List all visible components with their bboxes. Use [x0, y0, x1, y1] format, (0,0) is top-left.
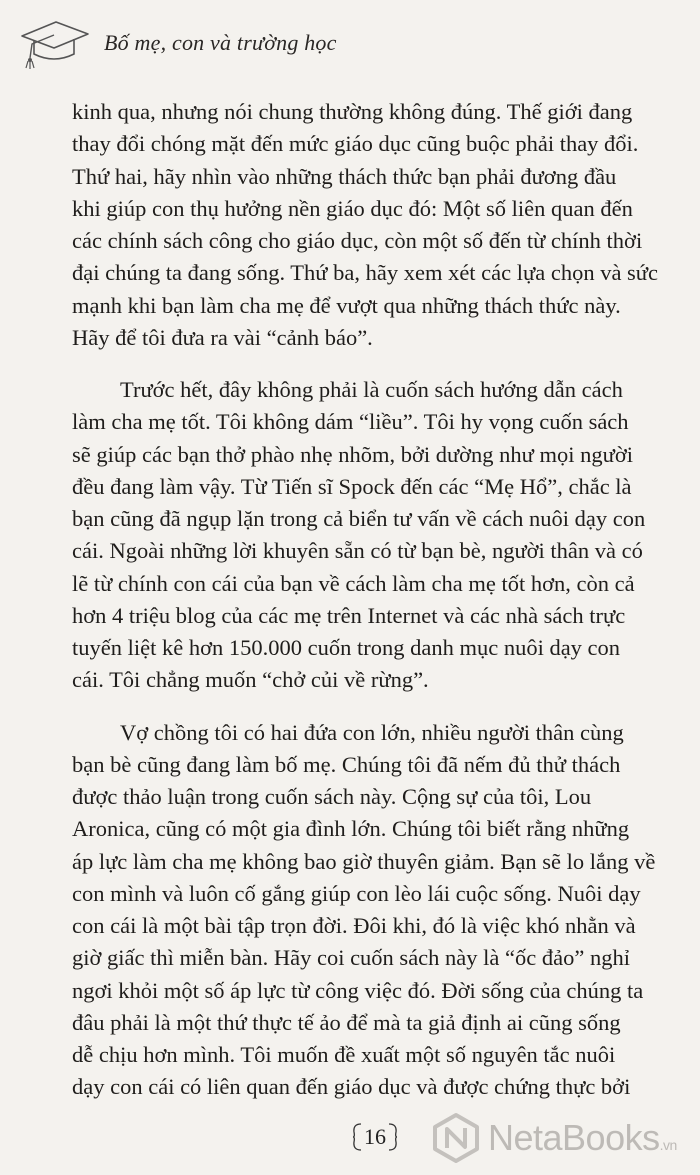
text-line: kinh qua, nhưng nói chung thường không đúng. Thế giới đang: [72, 99, 633, 124]
running-title: Bố mẹ, con và trường học: [104, 30, 337, 55]
text-line: dễ chịu hơn mình. Tôi muốn đề xuất một số nguyên tắc nuôi: [72, 1042, 616, 1067]
text-line: đâu phải là một thứ thực tế ảo để mà ta giả định ai cũng sống: [72, 1009, 621, 1035]
watermark-suffix: .vn: [659, 1137, 677, 1153]
text-line: con mình và luôn cố gắng giúp con lèo lái cuộc sống. Nuôi dạy: [72, 880, 641, 906]
netabooks-logo-icon: [430, 1112, 482, 1164]
text-line: đều đang làm vậy. Từ Tiến sĩ Spock đến các “Mẹ Hổ”, chắc là: [72, 473, 632, 499]
text-line: dạy con cái có liên quan đến giáo dục và được chứng thực bởi: [72, 1074, 631, 1100]
body-text: [72, 96, 687, 1104]
text-line: giờ giấc thì miễn bàn. Hãy coi cuốn sách này là “ốc đảo” nghỉ: [72, 945, 630, 971]
text-line: Thứ hai, hãy nhìn vào những thách thức bạn phải đương đầu: [72, 163, 617, 189]
paragraph: [72, 96, 687, 354]
text-line: áp lực làm cha mẹ không bao giờ thuyên giảm. Bạn sẽ lo lắng về: [72, 848, 656, 874]
text-line: Trước hết, đây không phải là cuốn sách hướng dẫn cách: [120, 377, 623, 402]
text-line: Vợ chồng tôi có hai đứa con lớn, nhiều người thân cùng: [120, 719, 624, 745]
paragraph: [72, 374, 687, 697]
text-line: làm cha mẹ tốt. Tôi không dám “liều”. Tôi hy vọng cuốn sách: [72, 409, 629, 435]
watermark-brand-text: NetaBooks: [488, 1117, 660, 1158]
page-header: [0, 0, 700, 80]
text-line: bạn bè cũng đang làm bố mẹ. Chúng tôi đã nếm đủ thử thách: [72, 751, 621, 777]
text-line: sẽ giúp các bạn thở phào nhẹ nhõm, bởi dường như mọi người: [72, 441, 633, 467]
text-line: được thảo luận trong cuốn sách này. Cộng sự của tôi, Lou: [72, 784, 592, 809]
watermark: [430, 1110, 696, 1166]
text-line: Hãy để tôi đưa ra vài “cảnh báo”.: [72, 324, 373, 350]
text-line: các chính sách công cho giáo dục, còn một số đến từ chính thời: [72, 228, 643, 253]
text-line: ngơi khỏi một số áp lực từ công việc đó. Đời sống của chúng ta: [72, 977, 644, 1003]
text-line: cái. Tôi chẳng muốn “chở củi về rừng”.: [72, 667, 429, 693]
page-number: 16: [364, 1124, 386, 1149]
text-line: thay đổi chóng mặt đến mức giáo dục cũng buộc phải thay đổi.: [72, 131, 639, 157]
text-line: mạnh khi bạn làm cha mẹ để vượt qua những thách thức này.: [72, 292, 621, 318]
text-line: khi giúp con thụ hưởng nền giáo dục đó: Một số liên quan đến: [72, 195, 633, 221]
paragraph: [72, 717, 687, 1104]
text-line: đại chúng ta đang sống. Thứ ba, hãy xem xét các lựa chọn và sức: [72, 260, 658, 286]
text-line: tuyến liệt kê hơn 150.000 cuốn trong danh mục nuôi dạy con: [72, 635, 621, 660]
text-line: cái. Ngoài những lời khuyên sẵn có từ bạn bè, người thân và có: [72, 538, 643, 564]
text-line: Aronica, cũng có một gia đình lớn. Chúng tôi biết rằng những: [72, 816, 630, 842]
text-line: hơn 4 triệu blog của các mẹ trên Internet và các nhà sách trực: [72, 602, 626, 628]
text-line: bạn cũng đã ngụp lặn trong cả biển tư vấn về cách nuôi dạy con: [72, 506, 646, 531]
text-line: lẽ từ chính con cái của bạn về cách làm cha mẹ tốt hơn, còn cả: [72, 570, 635, 596]
graduation-cap-icon: [18, 14, 90, 70]
text-line: con cái là một bài tập trọn đời. Đôi khi, đó là việc khó nhằn và: [72, 913, 636, 938]
watermark-brand: [488, 1116, 677, 1167]
